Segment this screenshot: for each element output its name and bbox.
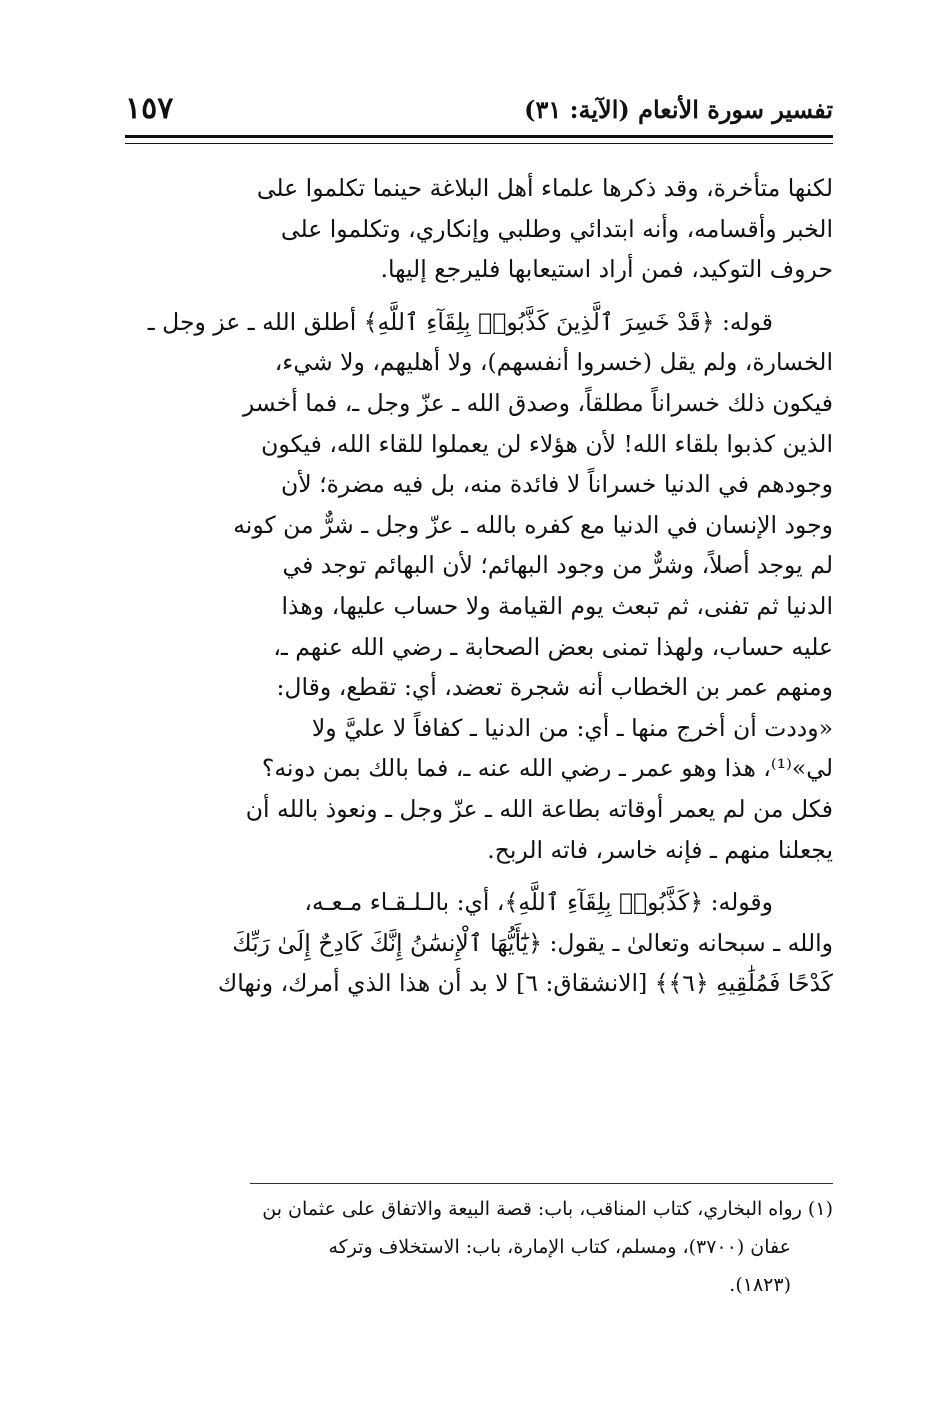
header-rule-thick <box>125 135 833 138</box>
paragraph-3 <box>125 882 833 1004</box>
text-line: الذين كذبوا بلقاء الله! لأن هؤلاء لن يعملوا للقاء الله، فيكون <box>261 429 833 458</box>
page-header <box>125 91 833 135</box>
text-line: فيكون ذلك خسراناً مطلقاً، وصدق الله ـ عزّ وجل ـ، فما أخسر <box>242 388 833 417</box>
footnote-separator <box>250 1183 833 1184</box>
text-line: عليه حساب، ولهذا تمنى بعض الصحابة ـ رضي الله عنهم ـ، <box>273 632 833 661</box>
text-line: كَدْحًا فَمُلَٰقِيهِ ﴿٦﴾﴾ [الانشقاق: ٦] لا بد أن هذا الذي أمرك، ونهاك <box>217 969 833 998</box>
page-number: ١٥٧ <box>125 91 174 126</box>
text-line: الخبر وأقسامه، وأنه ابتدائي وطلبي وإنكاري، وتكلموا على <box>280 214 833 243</box>
text-line: وقوله: ﴿كَذَّبُوا۟ بِلِقَآءِ ٱللَّهِ﴾، أي: بالـلـقـاء مـعـه، <box>304 888 773 917</box>
text-line: لكنها متأخرة، وقد ذكرها علماء أهل البلاغة حينما تكلموا على <box>256 174 833 202</box>
paragraph-2 <box>125 302 833 870</box>
footnote-line: (١) رواه البخاري، كتاب المناقب، باب: قصة البيعة والاتفاق على عثمان بن <box>262 1198 833 1220</box>
text-line: قوله: ﴿قَدْ خَسِرَ ٱلَّذِينَ كَذَّبُوا۟ بِلِقَآءِ ٱللَّهِ﴾ أطلق الله ـ عز وجل ـ <box>147 307 773 336</box>
text-line: حروف التوكيد، فمن أراد استيعابها فليرجع إليها. <box>380 255 833 284</box>
footnotes <box>125 1190 833 1304</box>
text-line: الدنيا ثم تفنى، ثم تبعث يوم القيامة ولا حساب عليها، وهذا <box>281 591 833 620</box>
text-line: لي»⁽¹⁾، هذا وهو عمر ـ رضي الله عنه ـ، فما بالك بمن دونه؟ <box>261 754 833 783</box>
text-line: يجعلنا منهم ـ فإنه خاسر، فاته الربح. <box>487 835 833 864</box>
paragraph-1 <box>125 168 833 290</box>
text-line: الخسارة، ولم يقل (خسروا أنفسهم)، ولا أهليهم، ولا شيء، <box>274 348 833 377</box>
running-title: تفسير سورة الأنعام (الآية: ٣١) <box>524 95 833 124</box>
text-line: لم يوجد أصلاً، وشرٌّ من وجود البهائم؛ لأن البهائم توجد في <box>282 551 833 580</box>
header-rule-thin <box>125 143 833 144</box>
text-line: فكل من لم يعمر أوقاته بطاعة الله ـ عزّ وجل ـ ونعوذ بالله أن <box>245 794 833 823</box>
body-text <box>125 168 833 1004</box>
text-line: والله ـ سبحانه وتعالىٰ ـ يقول: ﴿يَٰٓأَيُّهَا ٱلْإِنسَٰنُ إِنَّكَ كَادِحٌ إِلَىٰ رَبِّكَ <box>232 928 833 957</box>
footnote-line: عفان (٣٧٠٠)، ومسلم، كتاب الإمارة، باب: الاستخلاف وتركه <box>328 1236 791 1258</box>
text-line: وجودهم في الدنيا خسراناً لا فائدة منه، بل فيه مضرة؛ لأن <box>280 470 833 499</box>
footnote-line: (١٨٢٣). <box>729 1274 791 1296</box>
text-line: وجود الإنسان في الدنيا مع كفره بالله ـ عزّ وجل ـ شرٌّ من كونه <box>233 510 833 539</box>
text-line: ومنهم عمر بن الخطاب أنه شجرة تعضد، أي: تقطع، وقال: <box>276 673 833 702</box>
text-line: «وددت أن أخرج منها ـ أي: من الدنيا ـ كفافاً لا عليَّ ولا <box>311 713 833 742</box>
